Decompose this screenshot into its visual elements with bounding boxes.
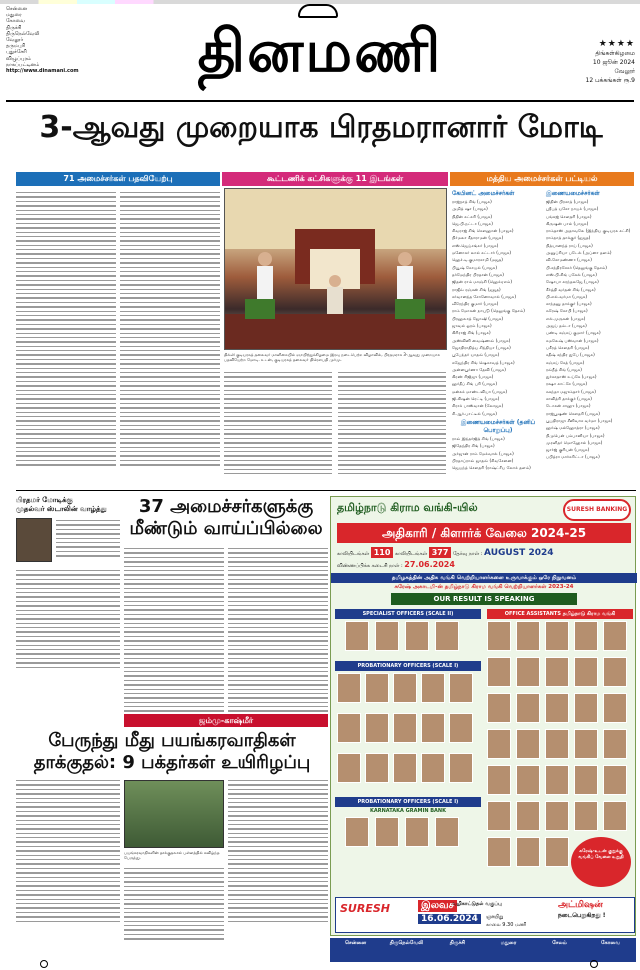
lead-text-col3 (224, 372, 332, 477)
minister-name: பூபதிராஜு சீனிவாச வர்மா (பாஜக) (546, 417, 613, 423)
divider (16, 490, 636, 491)
story-37-heading-2: மீண்டும் வாய்ப்பில்லை (129, 518, 323, 539)
lead-text-col1 (16, 192, 116, 469)
minister-name: ராஜ்பூஷண் செளதரி (பாஜக) (546, 410, 600, 416)
minister-name: நித்யானந்த் ராய் (பாஜக) (546, 242, 593, 248)
jk-kicker: ஜம்மு-காஷ்மீர் (124, 714, 328, 727)
cabinet-list (452, 190, 544, 471)
minister-name: ராஜ்நாத் சிங் (பாஜக) (452, 199, 492, 204)
minister-name: சர்வானந்த சோனோவால் (பாஜக) (452, 293, 516, 299)
jk-story (16, 730, 328, 774)
minister-name: சதீஷ் சந்திர துபே (பாஜக) (546, 352, 595, 358)
jk-photo-caption: பயங்கரவாதிகளின் தாக்குதலால் பள்ளத்தில் கவிழ்ந்த பேருந்து. (124, 850, 220, 860)
vacancy-count: 377 (429, 547, 452, 558)
minister-name: சஞ்சய் சேத் (பாஜக) (546, 359, 585, 365)
pages-price: 12 பக்கங்கள் ரூ.9 (585, 77, 635, 84)
minister-name: ஹர்ஷ் மல்ஹோத்ரா (பாஜக) (546, 425, 600, 431)
minister-name: அமித் ஷா (பாஜக) (452, 206, 488, 212)
minister-name: சிராக் பாஸ்வான் (லோஜக) (452, 403, 504, 409)
exam-label: தேர்வு நாள் : (453, 551, 483, 557)
minister-name: ரக்ஷா காட்சே (பாஜக) (546, 381, 588, 387)
city: வேலூர் (6, 37, 24, 44)
minister-name: துர்காதாஸ் உய்கே (பாஜக) (546, 374, 597, 380)
stars-icon: ★★★★ (598, 39, 635, 49)
minister-name: பகீரத் செளதரி (பாஜக) (546, 344, 590, 350)
masthead (170, 18, 470, 92)
minister-name: தர்மேந்திர பிரதான் (பாஜக) (452, 271, 504, 277)
minister-name: சுகந்தா மஜும்தார் (பாஜக) (546, 388, 596, 394)
bank-coaching-ad[interactable] (330, 496, 636, 936)
ad-vacancies (337, 547, 631, 559)
po-box: PROBATIONARY OFFICERS (SCALE I) (335, 661, 481, 671)
minister-name: நிர்மலா சீதாராமன் (பாஜக) (452, 235, 504, 241)
lead-headline: 3-ஆவது முறையாக பிரதமரானார் மோடி (39, 110, 603, 145)
registration-mark-icon (590, 960, 598, 968)
ad-jobs-title: அதிகாரி / கிளார்க் வேலை 2024-25 (337, 523, 631, 543)
minister-name: கமலேஷ் பஸ்வான் (பாஜக) (546, 337, 599, 343)
ad-tagline-2: சுரேஷ் அகாடமி-ன் தமிழ்நாடு கிராம வங்கி வெற்றியாளர்கள் 2023-24 (394, 584, 574, 590)
branch-name: கோவை (601, 940, 620, 946)
minister-name: ராம்தாஸ் அதாவலே (இந்திய குடியரசு கட்சி) (546, 228, 631, 234)
minister-name: பூபேந்தர் யாதவ் (பாஜக) (452, 352, 500, 358)
city: திருநெல்வேலி (6, 30, 40, 37)
branch-name: திருநெல்வேலி (389, 940, 424, 946)
minister-name: ஜெயந்த் செளதரி (ராஷ்ட்ரீய லோக் தளம்) (452, 465, 531, 471)
minister-name: ரவ்நீத் சிங் (பாஜக) (546, 366, 582, 372)
jk-heading-2: தாக்குதல்: 9 பக்தர்கள் உயிரிழப்பு (33, 752, 311, 773)
minister-name: நிதின் கட்கரி (பாஜக) (452, 213, 493, 219)
jk-heading-1: பேருந்து மீது பயங்கரவாதிகள் (48, 730, 296, 751)
stalin-text-a (56, 520, 120, 560)
promise-badge: சுரேஷ்-உடன் குறுக்கு வங்கிப் வேலை உறுதி (571, 837, 631, 887)
emblem-icon (298, 4, 338, 18)
minister-name: ஷோபா கரந்தலஜே (பாஜக) (546, 279, 599, 285)
mos-names (546, 198, 636, 461)
free-class-date: 16.06.2024 (418, 914, 481, 924)
minister-name: பிரஹலாத் ஜோஷி (பாஜக) (452, 315, 504, 321)
jk-text-col1 (16, 780, 120, 925)
ad-footer (335, 897, 635, 933)
stalin-photo (16, 518, 52, 562)
city: சென்னை (6, 6, 28, 12)
city: திருச்சி (6, 24, 22, 31)
vacancy-label: காலியிடங்கள் (337, 551, 370, 557)
admission-label: அட்மிஷன் (558, 900, 603, 910)
ad-tagline: தமிழகத்தின் அதிக வங்கி வெற்றியாளர்களை உருவாக்கும் ஒரே நிறுவனம் (331, 573, 637, 583)
specialist-officers-box: SPECIALIST OFFICERS (SCALE II) (335, 609, 481, 619)
city: நாகப்பட்டினம் (6, 61, 40, 68)
minister-name: ஸ்ரீபத் யசோ நாயக் (பாஜக) (546, 206, 599, 212)
specialist-photos (335, 621, 481, 657)
minister-name: ஜிதின் பிரசாத் (பாஜக) (546, 199, 589, 204)
issue-day: திங்கள்கிழமை (595, 50, 635, 57)
minister-name: நிமுபென் பம்பானியா (பாஜக) (546, 432, 605, 438)
minister-name: கிருஷன் பால் (பாஜக) (546, 220, 589, 226)
stalin-heading-2: முதல்வர் ஸ்டாலின் வாழ்த்து (16, 505, 107, 513)
minister-name: மனோகர் லால் கட்டார் (பாஜக) (452, 250, 512, 256)
minister-name: முரளிதர் மொஹோல் (பாஜக) (546, 439, 603, 445)
suresh-banking-logo: SURESH BANKING (563, 499, 631, 521)
issue-info (540, 40, 635, 85)
minister-name: வி.சோமண்ணா (பாஜக) (546, 257, 592, 263)
story-37 (124, 496, 328, 540)
story-37-heading-1: 37 அமைச்சர்களுக்கு (138, 496, 314, 517)
office-assistants-box (487, 609, 633, 619)
branch-name: மதுரை (500, 940, 517, 946)
minister-name: சிவராஜ் சிங் செளஹான் (பாஜக) (452, 228, 514, 234)
exam-date: AUGUST 2024 (484, 548, 554, 558)
minister-name: ராவ் இந்தர்ஜித் சிங் (பாஜக) (452, 435, 505, 441)
minister-name: ஜோதிராதித்ய சிந்தியா (பாஜக) (452, 344, 511, 350)
ad-bank-name: தமிழ்நாடு கிராம வங்கி-யில் (337, 501, 478, 514)
po-photos (335, 673, 481, 793)
independent-heading: இணையமைச்சர்கள் (தனிப் பொறுப்பு) (460, 418, 536, 434)
minister-name: ராஜீவ் ரஞ்சன் சிங் (ஐஜத) (452, 286, 501, 292)
city: தருமபுரி (6, 43, 26, 50)
free-class-day: ஞாயிறு (486, 914, 504, 920)
minister-name: ஜெ.பி.நட்டா (பாஜக) (452, 220, 493, 226)
cabinet-heading: கேபினட் அமைச்சர்கள் (452, 190, 515, 197)
ad-apply (337, 560, 631, 571)
minister-name: சாவித்ரி தாக்குர் (பாஜக) (546, 396, 592, 402)
edition-name: வேலூர் (614, 68, 635, 75)
minister-name: சி.ஆர்.பாட்டீல் (பாஜக) (452, 410, 497, 416)
city: புதுச்சேரி (6, 49, 27, 56)
jk-text-col2 (124, 868, 224, 943)
branch-strip (330, 938, 636, 962)
minister-name: மன்சுக் மாண்டவியா (பாஜக) (452, 388, 508, 394)
minister-name: கஜேந்திர சிங் ஷெகாவத் (பாஜக) (452, 359, 515, 365)
branch-name: சேலம் (552, 940, 567, 946)
oath-ceremony-photo (224, 188, 447, 350)
issue-date: 10 ஜூன் 2024 (592, 59, 635, 66)
minister-name: சாந்தனு தாக்குர் (பாஜக) (546, 301, 592, 307)
divider (6, 100, 634, 102)
minister-name: கிரிராஜ் சிங் (பாஜக) (452, 330, 491, 336)
minister-name: ஜிதேந்திர சிங் (பாஜக) (452, 443, 495, 449)
minister-name: டோகன் சாஹு (பாஜக) (546, 403, 591, 409)
story-37-col2 (228, 548, 328, 728)
minister-name: ஜுவல் ஓரம் (பாஜக) (452, 323, 492, 329)
admission-label-2: நடைபெறுகிறது ! (558, 912, 606, 919)
minister-name: ராம் மோகன் நாயுடு (தெலுங்கு தேசம்) (452, 308, 525, 314)
vacancy-count: 110 (371, 547, 394, 558)
minister-name: வீரேந்திர குமார் (பாஜக) (452, 301, 499, 307)
bus-attack-photo (124, 780, 224, 848)
cabinet-names (452, 198, 544, 417)
minister-name: அஸ்வினி வைஷ்ணவ் (பாஜக) (452, 337, 511, 343)
stalin-text-b (16, 570, 120, 671)
city: மதுரை (6, 12, 22, 19)
mos-heading: இணையமைச்சர்கள் (546, 190, 600, 197)
lead-text-col2 (120, 192, 220, 469)
ad-result-banner: OUR RESULT IS SPEAKING (391, 593, 577, 605)
minister-name: அர்ஜுன் ராம் மேக்வால் (பாஜக) (452, 450, 514, 456)
photo-caption: தில்லி குடியரசுத் தலைவர் மாளிகையில் ஞாயிற்றுக்கிழமை இரவு நடைபெற்ற விழாவில், பிரதமராக 3-ஆவது முறையாக பதவியேற்ற மோடி. உடன், குடியரசுத் தலைவர் திரௌபதி முர்மு. (224, 352, 441, 362)
minister-name: ஜிதன் ராம் மாஞ்சி (ஹெச்ஏஎம்) (452, 279, 512, 285)
free-class-text: வழிகாட்டுதல் வகுப்பு (452, 901, 502, 907)
minister-name: பபித்ரா மார்கரிட்டா (பாஜக) (546, 454, 600, 460)
jk-text-col3 (228, 780, 328, 925)
apply-label: விண்ணப்பிக்க கடைசி நாள் : (337, 563, 403, 569)
mos-list (546, 190, 636, 461)
branch-name: திருச்சி (449, 940, 466, 946)
vacancy-label: காலியிடங்கள் (395, 551, 428, 557)
office-assistants-sub: தமிழ்நாடு கிராம வங்கி (562, 611, 616, 617)
minister-name: எல்.முருகன் (பாஜக) (546, 315, 586, 321)
minister-name: ஹெச்.டி.குமாரசாமி (மஜத) (452, 257, 503, 263)
suresh-logo: SURESH (340, 902, 390, 915)
city: கோவை (6, 18, 25, 25)
minister-name: பி.எல்.வர்மா (பாஜக) (546, 293, 588, 299)
minister-name: பியூஷ் கோயல் (பாஜக) (452, 264, 497, 270)
ceremony-illustration (225, 189, 446, 349)
newspaper-logo: தினமணி (197, 17, 443, 85)
minister-name: ஜி.கிஷன் ரெட்டி (பாஜக) (452, 396, 500, 402)
website-link[interactable]: http://www.dinamani.com (6, 68, 79, 75)
band-oath: 71 அமைச்சர்கள் பதவியேற்பு (16, 172, 220, 186)
kgb-photos (335, 817, 481, 853)
minister-name: அன்னபூர்ணா தேவி (பாஜக) (452, 366, 506, 372)
story-37-col1 (124, 548, 224, 728)
minister-name: பங்கஜ் செளதரி (பாஜக) (546, 213, 592, 219)
minister-name: சுரேஷ் கோபி (பாஜக) (546, 308, 588, 314)
free-badge: இலவச (418, 900, 457, 912)
stalin-heading-1: பிரதமர் மோடிக்கு (16, 496, 73, 504)
minister-name: ராம்நாத் தாக்குர் (ஐஜத) (546, 235, 591, 241)
minister-name: கிரண் ரிஜிஜு (பாஜக) (452, 374, 494, 380)
registration-mark-icon (40, 960, 48, 968)
band-allies: கூட்டணிக் கட்சிகளுக்கு 11 இடங்கள் (222, 172, 448, 186)
minister-name: அனுப்ரியா படேல் (அப்னா தளம்) (546, 250, 612, 256)
minister-name: ஹர்தீப் சிங் புரி (பாஜக) (452, 381, 497, 387)
independent-names (452, 435, 544, 471)
apply-date: 27.06.2024 (404, 560, 455, 569)
city: விழுப்புரம் (6, 55, 32, 62)
free-class-time: காலை 9.30 மணி (486, 922, 527, 928)
po-kgb-sub: KARNATAKA GRAMIN BANK (370, 808, 446, 814)
po-kgb-box: PROBATIONARY OFFICERS (SCALE I) (335, 797, 481, 807)
band-ministers: மத்திய அமைச்சர்கள் பட்டியல் (450, 172, 634, 186)
office-assistants-label: OFFICE ASSISTANTS (504, 611, 561, 617)
minister-name: பிரதாப்ராவ் ஜாதவ் (சிவசேனை) (452, 457, 514, 463)
minister-name: பண்டி சஞ்சய் குமார் (பாஜக) (546, 330, 601, 336)
minister-name: எஸ்.பி.சிங் பகேல் (பாஜக) (546, 271, 597, 277)
edition-cities (6, 6, 79, 75)
minister-name: பி.சந்திரசேகர் (தெலுங்கு தேசம்) (546, 264, 607, 270)
minister-name: கீர்த்தி வர்தன் சிங் (பாஜக) (546, 286, 596, 292)
lead-text-col4 (338, 372, 446, 477)
minister-name: எஸ்.ஜெய்சங்கர் (பாஜக) (452, 242, 499, 248)
branch-name: சென்னை (344, 940, 367, 946)
minister-name: அஜய் தம்டா (பாஜக) (546, 323, 587, 329)
minister-name: ஜார்ஜ் குரியன் (பாஜக) (546, 447, 590, 453)
